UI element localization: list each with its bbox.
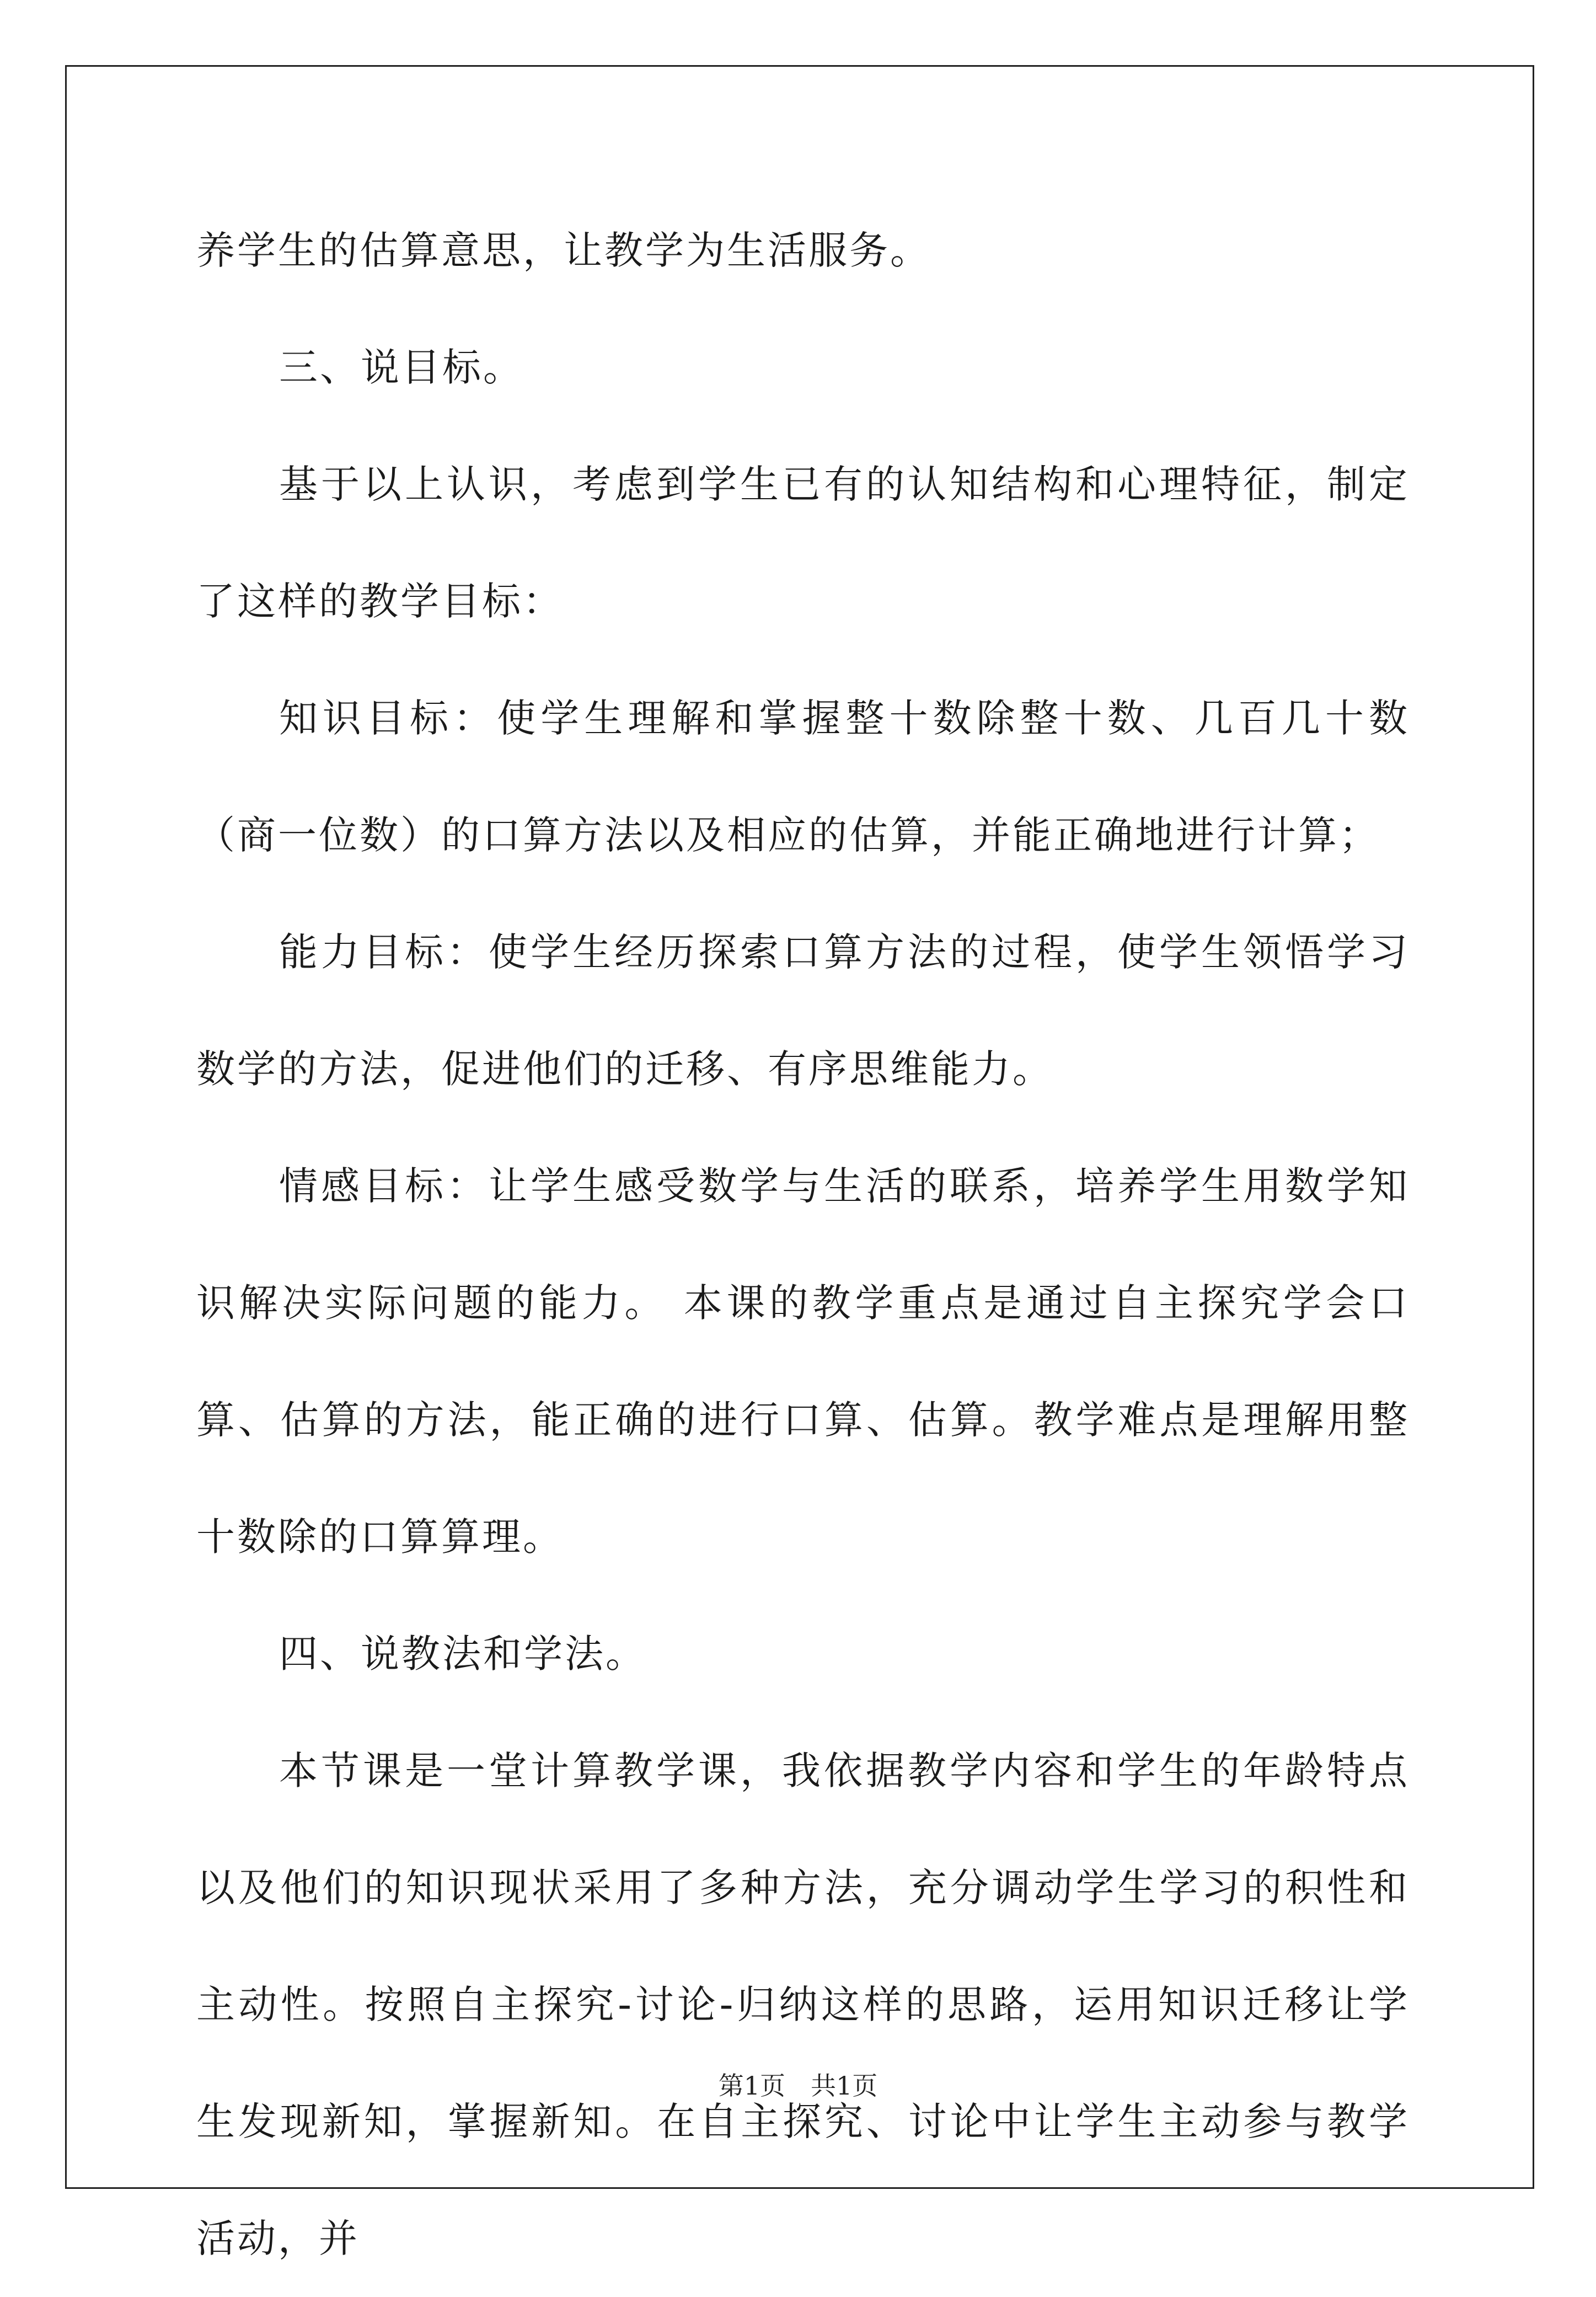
heading-section-4: 四、说教法和学法。 xyxy=(279,1631,646,1676)
paragraph-knowledge-goal: 知识目标：使学生理解和掌握整十数除整十数、几百几十数（商一位数）的口算方法以及相应的估算，并能正确地进行计算； xyxy=(196,696,1410,858)
paragraph-1: 养学生的估算意思，让教学为生活服务。 xyxy=(196,228,931,273)
paragraph-ability-goal: 能力目标：使学生经历探索口算方法的过程，使学生领悟学习数学的方法，促进他们的迁移、有序思维能力。 xyxy=(196,930,1410,1092)
page-footer: 第1页 共1页 xyxy=(718,2071,878,2101)
heading-section-3: 三、说目标。 xyxy=(279,345,524,390)
paragraph-emotion-goal: 情感目标：让学生感受数学与生活的联系，培养学生用数学知识解决实际问题的能力。 本课的教学重点是通过自主探究学会口算、估算的方法，能正确的进行口算、估算。教学难点是理解用整十数除的口算算理。 xyxy=(196,1163,1410,1559)
paragraph-methods: 本节课是一堂计算教学课，我依据教学内容和学生的年龄特点以及他们的知识现状采用了多种方法，充分调动学生学习的积性和主动性。按照自主探究-讨论-归纳这样的思路，运用知识迁移让学生发现新知，掌握新知。在自主探究、讨论中让学生主动参与教学活动，并 xyxy=(196,1748,1410,2261)
paragraph-2: 基于以上认识，考虑到学生已有的认知结构和心理特征，制定了这样的教学目标： xyxy=(196,462,1410,624)
